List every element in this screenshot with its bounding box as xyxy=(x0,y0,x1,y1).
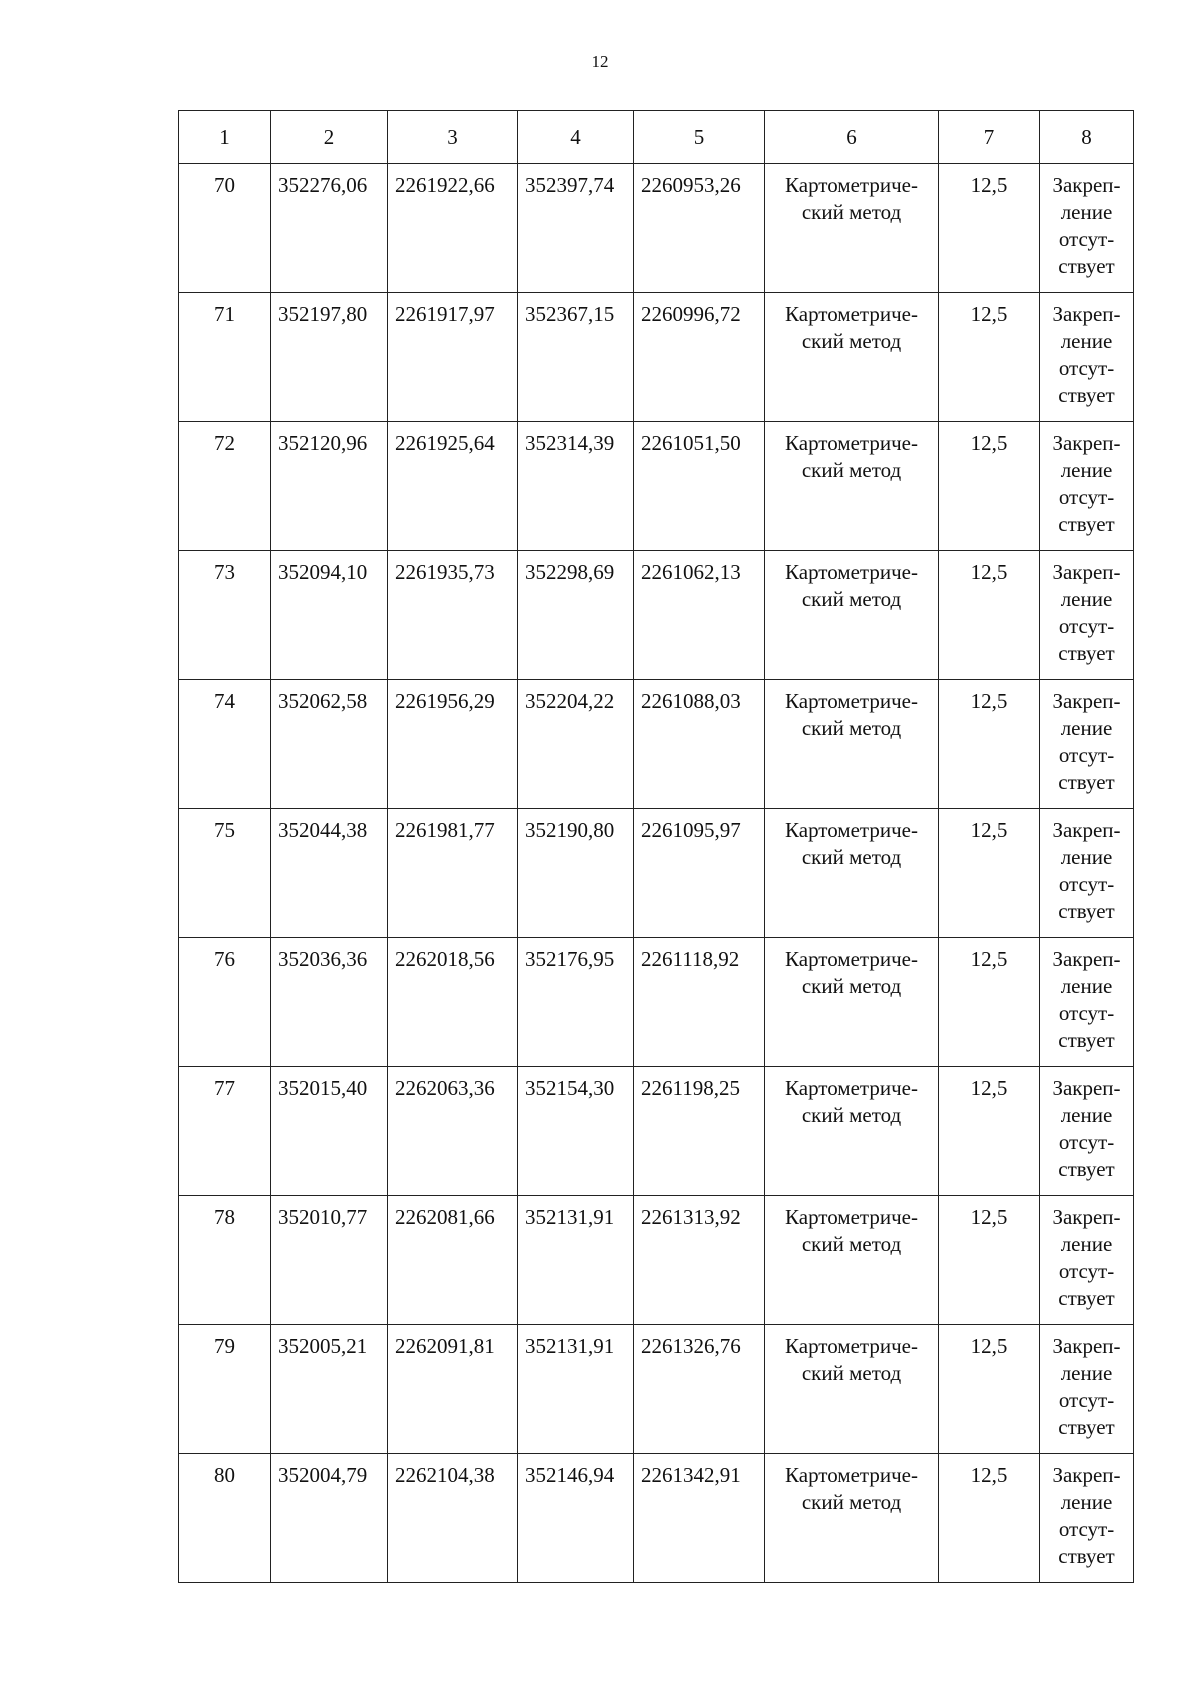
coordinate-cell: 2261313,92 xyxy=(634,1196,765,1325)
method-text-line: Картометриче- xyxy=(785,689,918,713)
coordinate-cell: 2262104,38 xyxy=(388,1454,518,1583)
fixation-text-line: ствует xyxy=(1058,1544,1115,1568)
method-cell xyxy=(765,1196,939,1325)
column-header: 6 xyxy=(765,111,939,164)
method-text-line: ский метод xyxy=(801,458,902,482)
method-text-line: ский метод xyxy=(801,716,902,740)
coordinate-cell: 2262018,56 xyxy=(388,938,518,1067)
coordinate-cell: 352062,58 xyxy=(271,680,388,809)
method-cell xyxy=(765,551,939,680)
table-body xyxy=(179,164,1134,1583)
fixation-text-line: отсут- xyxy=(1058,1388,1115,1412)
method-cell xyxy=(765,1454,939,1583)
coordinate-cell: 2261956,29 xyxy=(388,680,518,809)
coordinate-cell: 352036,36 xyxy=(271,938,388,1067)
fixation-text-line: ление xyxy=(1060,845,1113,869)
fixation-text-line: ление xyxy=(1060,716,1113,740)
coordinate-cell: 2261095,97 xyxy=(634,809,765,938)
coordinate-cell: 2261935,73 xyxy=(388,551,518,680)
fixation-text-line: ствует xyxy=(1058,1286,1115,1310)
method-text-line: Картометриче- xyxy=(785,560,918,584)
fixation-text-line: ление xyxy=(1060,1103,1113,1127)
method-text-line: ский метод xyxy=(801,1232,902,1256)
coordinate-cell: 352120,96 xyxy=(271,422,388,551)
method-text-line: ский метод xyxy=(801,200,902,224)
coordinate-cell: 352154,30 xyxy=(518,1067,634,1196)
fixation-text-line: Закреп- xyxy=(1052,1076,1121,1100)
fixation-text-line: ление xyxy=(1060,458,1113,482)
fixation-text-line: Закреп- xyxy=(1052,302,1121,326)
point-number-cell: 72 xyxy=(179,422,271,551)
coordinate-cell: 2261342,91 xyxy=(634,1454,765,1583)
method-text-line: ский метод xyxy=(801,974,902,998)
fixation-text-line: отсут- xyxy=(1058,1517,1115,1541)
method-cell xyxy=(765,293,939,422)
fixation-cell xyxy=(1040,1325,1134,1454)
accuracy-cell: 12,5 xyxy=(939,164,1040,293)
method-text-line: ский метод xyxy=(801,587,902,611)
fixation-text-line: Закреп- xyxy=(1052,560,1121,584)
point-number-cell: 70 xyxy=(179,164,271,293)
coordinate-cell: 352176,95 xyxy=(518,938,634,1067)
accuracy-cell: 12,5 xyxy=(939,422,1040,551)
method-cell xyxy=(765,422,939,551)
column-header: 1 xyxy=(179,111,271,164)
column-header: 4 xyxy=(518,111,634,164)
coordinate-cell: 352397,74 xyxy=(518,164,634,293)
fixation-text-line: ствует xyxy=(1058,383,1115,407)
fixation-text-line: ствует xyxy=(1058,1028,1115,1052)
method-text-line: Картометриче- xyxy=(785,173,918,197)
fixation-text-line: Закреп- xyxy=(1052,818,1121,842)
point-number-cell: 74 xyxy=(179,680,271,809)
coordinate-cell: 352314,39 xyxy=(518,422,634,551)
fixation-text-line: Закреп- xyxy=(1052,947,1121,971)
coordinate-cell: 352131,91 xyxy=(518,1196,634,1325)
coordinate-cell: 352094,10 xyxy=(271,551,388,680)
coordinate-cell: 2260953,26 xyxy=(634,164,765,293)
coordinate-cell: 352276,06 xyxy=(271,164,388,293)
coordinate-cell: 352044,38 xyxy=(271,809,388,938)
coordinate-cell: 352131,91 xyxy=(518,1325,634,1454)
coordinate-cell: 2261118,92 xyxy=(634,938,765,1067)
coordinates-table xyxy=(178,110,1134,1583)
fixation-text-line: Закреп- xyxy=(1052,1205,1121,1229)
fixation-text-line: Закреп- xyxy=(1052,1463,1121,1487)
fixation-text-line: Закреп- xyxy=(1052,689,1121,713)
column-header: 8 xyxy=(1040,111,1134,164)
method-text-line: Картометриче- xyxy=(785,1463,918,1487)
fixation-text-line: отсут- xyxy=(1058,872,1115,896)
coordinate-cell: 2260996,72 xyxy=(634,293,765,422)
fixation-text-line: отсут- xyxy=(1058,743,1115,767)
column-header: 3 xyxy=(388,111,518,164)
fixation-text-line: ствует xyxy=(1058,1415,1115,1439)
method-cell xyxy=(765,1325,939,1454)
fixation-cell xyxy=(1040,422,1134,551)
fixation-text-line: отсут- xyxy=(1058,1259,1115,1283)
point-number-cell: 75 xyxy=(179,809,271,938)
fixation-text-line: отсут- xyxy=(1058,227,1115,251)
method-text-line: Картометриче- xyxy=(785,818,918,842)
table-row xyxy=(179,551,1134,680)
fixation-text-line: Закреп- xyxy=(1052,431,1121,455)
coordinate-cell: 2261198,25 xyxy=(634,1067,765,1196)
accuracy-cell: 12,5 xyxy=(939,809,1040,938)
fixation-text-line: отсут- xyxy=(1058,1001,1115,1025)
page-number: 12 xyxy=(591,52,609,71)
accuracy-cell: 12,5 xyxy=(939,680,1040,809)
coordinate-cell: 352010,77 xyxy=(271,1196,388,1325)
coordinate-cell: 2261062,13 xyxy=(634,551,765,680)
table-row xyxy=(179,1454,1134,1583)
fixation-text-line: ление xyxy=(1060,587,1113,611)
table-row xyxy=(179,164,1134,293)
table-row xyxy=(179,938,1134,1067)
fixation-text-line: Закреп- xyxy=(1052,173,1121,197)
fixation-cell xyxy=(1040,1454,1134,1583)
fixation-cell xyxy=(1040,551,1134,680)
method-cell xyxy=(765,164,939,293)
method-text-line: Картометриче- xyxy=(785,1076,918,1100)
fixation-cell xyxy=(1040,809,1134,938)
coordinate-cell: 352298,69 xyxy=(518,551,634,680)
accuracy-cell: 12,5 xyxy=(939,1067,1040,1196)
fixation-text-line: ствует xyxy=(1058,1157,1115,1181)
fixation-text-line: ствует xyxy=(1058,899,1115,923)
fixation-text-line: ление xyxy=(1060,1232,1113,1256)
column-header: 5 xyxy=(634,111,765,164)
fixation-text-line: ление xyxy=(1060,1490,1113,1514)
coordinate-cell: 352204,22 xyxy=(518,680,634,809)
coordinate-cell: 352190,80 xyxy=(518,809,634,938)
method-text-line: ский метод xyxy=(801,1490,902,1514)
method-cell xyxy=(765,938,939,1067)
fixation-text-line: ление xyxy=(1060,329,1113,353)
coordinate-cell: 2261326,76 xyxy=(634,1325,765,1454)
accuracy-cell: 12,5 xyxy=(939,551,1040,680)
accuracy-cell: 12,5 xyxy=(939,938,1040,1067)
table-row xyxy=(179,1325,1134,1454)
coordinate-cell: 2261981,77 xyxy=(388,809,518,938)
point-number-cell: 71 xyxy=(179,293,271,422)
fixation-cell xyxy=(1040,1067,1134,1196)
fixation-text-line: ление xyxy=(1060,1361,1113,1385)
fixation-cell xyxy=(1040,680,1134,809)
column-header: 7 xyxy=(939,111,1040,164)
fixation-cell xyxy=(1040,938,1134,1067)
table-row xyxy=(179,680,1134,809)
coordinate-cell: 2261925,64 xyxy=(388,422,518,551)
method-text-line: Картометриче- xyxy=(785,302,918,326)
method-text-line: Картометриче- xyxy=(785,947,918,971)
method-cell xyxy=(765,809,939,938)
table-row xyxy=(179,293,1134,422)
fixation-text-line: ствует xyxy=(1058,254,1115,278)
accuracy-cell: 12,5 xyxy=(939,1325,1040,1454)
fixation-cell xyxy=(1040,293,1134,422)
accuracy-cell: 12,5 xyxy=(939,1454,1040,1583)
fixation-text-line: отсут- xyxy=(1058,356,1115,380)
table-header-row xyxy=(179,111,1134,164)
coordinate-cell: 2262063,36 xyxy=(388,1067,518,1196)
coordinate-cell: 352146,94 xyxy=(518,1454,634,1583)
table-row xyxy=(179,422,1134,551)
fixation-cell xyxy=(1040,164,1134,293)
table-row xyxy=(179,1196,1134,1325)
point-number-cell: 80 xyxy=(179,1454,271,1583)
table-row xyxy=(179,809,1134,938)
coordinate-cell: 352004,79 xyxy=(271,1454,388,1583)
method-cell xyxy=(765,1067,939,1196)
method-text-line: ский метод xyxy=(801,845,902,869)
point-number-cell: 73 xyxy=(179,551,271,680)
method-text-line: Картометриче- xyxy=(785,1334,918,1358)
column-header: 2 xyxy=(271,111,388,164)
method-text-line: ский метод xyxy=(801,1103,902,1127)
point-number-cell: 78 xyxy=(179,1196,271,1325)
coordinate-cell: 352197,80 xyxy=(271,293,388,422)
coordinate-cell: 352015,40 xyxy=(271,1067,388,1196)
accuracy-cell: 12,5 xyxy=(939,1196,1040,1325)
method-text-line: ский метод xyxy=(801,1361,902,1385)
fixation-text-line: отсут- xyxy=(1058,614,1115,638)
fixation-text-line: ствует xyxy=(1058,770,1115,794)
point-number-cell: 79 xyxy=(179,1325,271,1454)
coordinate-cell: 2261917,97 xyxy=(388,293,518,422)
coordinate-cell: 2261051,50 xyxy=(634,422,765,551)
point-number-cell: 77 xyxy=(179,1067,271,1196)
coordinate-cell: 352005,21 xyxy=(271,1325,388,1454)
method-text-line: Картометриче- xyxy=(785,1205,918,1229)
fixation-text-line: ление xyxy=(1060,974,1113,998)
fixation-text-line: ствует xyxy=(1058,641,1115,665)
fixation-text-line: ление xyxy=(1060,200,1113,224)
fixation-text-line: отсут- xyxy=(1058,485,1115,509)
method-text-line: ский метод xyxy=(801,329,902,353)
coordinate-cell: 352367,15 xyxy=(518,293,634,422)
coordinate-cell: 2261088,03 xyxy=(634,680,765,809)
fixation-cell xyxy=(1040,1196,1134,1325)
method-cell xyxy=(765,680,939,809)
fixation-text-line: ствует xyxy=(1058,512,1115,536)
accuracy-cell: 12,5 xyxy=(939,293,1040,422)
coordinate-cell: 2261922,66 xyxy=(388,164,518,293)
fixation-text-line: Закреп- xyxy=(1052,1334,1121,1358)
coordinate-cell: 2262081,66 xyxy=(388,1196,518,1325)
table-row xyxy=(179,1067,1134,1196)
method-text-line: Картометриче- xyxy=(785,431,918,455)
fixation-text-line: отсут- xyxy=(1058,1130,1115,1154)
point-number-cell: 76 xyxy=(179,938,271,1067)
coordinate-cell: 2262091,81 xyxy=(388,1325,518,1454)
